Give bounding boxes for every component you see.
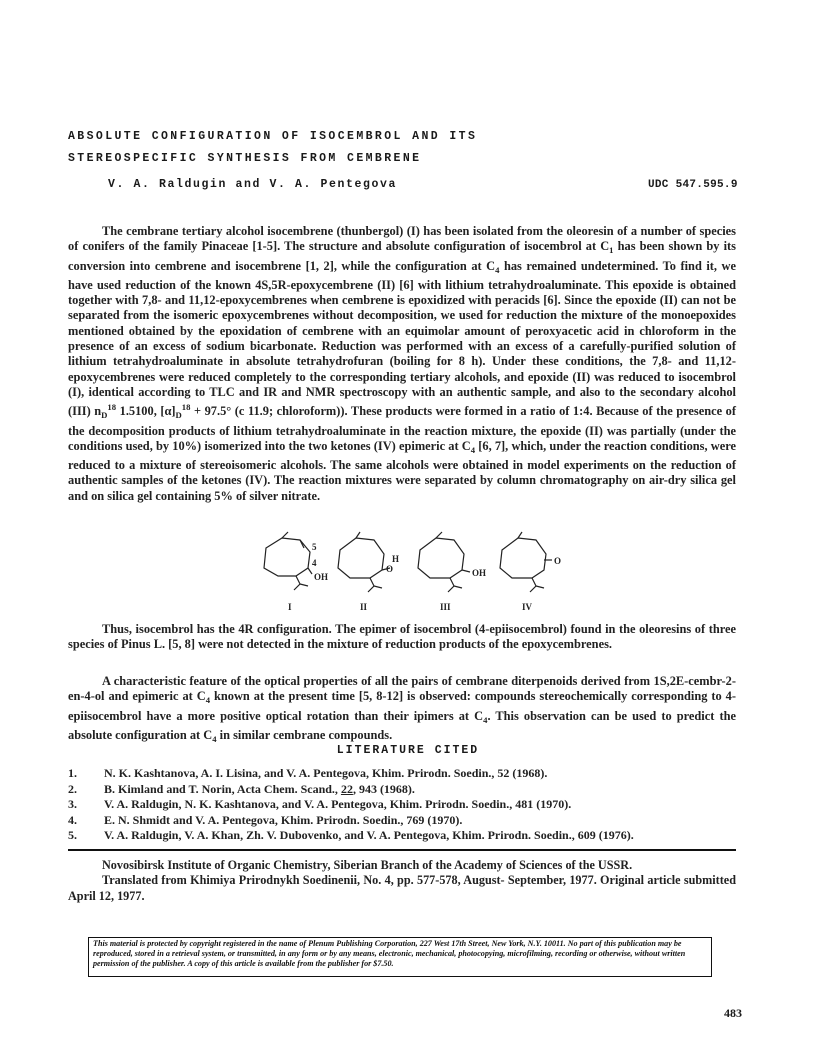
copyright-notice: This material is protected by copyright registered in the name of Plenum Publishing Corporation, 227 West 17th Street, New York, N.Y. 10011. No part of this publication may be reproduced, stored in a retrieval system, or transmitted, in any form or by any means, electronic, mechanical, photocopying, microfilming, recording or otherwise, without written permission of the publisher. A copy of this article is available from the publisher for $7.50. bbox=[88, 937, 712, 977]
structure-II bbox=[338, 532, 390, 592]
hydrogen-label-II: H bbox=[392, 554, 400, 564]
article-title bbox=[68, 126, 628, 170]
body-paragraph-2: Thus, isocembrol has the 4R configuration. The epimer of isocembrol (4-epiisocembrol) found in the oleoresins of three species of Pinus L. [5, 8] were not detected in the mixture of reduction products of the epoxycembrenes. bbox=[68, 622, 736, 652]
reference-list bbox=[68, 766, 736, 844]
authors: V. A. Raldugin and V. A. Pentegova bbox=[108, 178, 398, 191]
footer-divider bbox=[68, 849, 736, 851]
oxygen-label-IV: O bbox=[554, 556, 562, 566]
atom-label-5: 5 bbox=[312, 542, 317, 552]
structure-label-I: I bbox=[288, 602, 292, 612]
atom-label-4: 4 bbox=[312, 558, 317, 568]
reference-item: 2. B. Kimland and T. Norin, Acta Chem. Scand., 22, 943 (1968). bbox=[68, 781, 415, 796]
page-number: 483 bbox=[724, 1006, 742, 1020]
affiliation-line: Novosibirsk Institute of Organic Chemistry, Siberian Branch of the Academy of Sciences of the USSR. bbox=[102, 858, 633, 872]
structure-label-III: III bbox=[440, 602, 451, 612]
reference-item: 3. V. A. Raldugin, N. K. Kashtanova, and V. A. Pentegova, Khim. Prirodn. Soedin., 481 (1970). bbox=[68, 797, 572, 812]
structure-label-II: II bbox=[360, 602, 368, 612]
hydroxyl-label-I: OH bbox=[314, 572, 329, 582]
structure-label-IV: IV bbox=[522, 602, 533, 612]
structure-III bbox=[418, 532, 470, 592]
reference-item: 5. V. A. Raldugin, V. A. Khan, Zh. V. Dubovenko, and V. A. Pentegova, Khim. Prirodn. Soedin., 609 (1976). bbox=[68, 828, 634, 843]
body-paragraph-3: A characteristic feature of the optical properties of all the pairs of cembrane diterpenoids derived from 1S,2E-cembr-2-en-4-ol and epimeric at $C_4$ known at the present time [5, 8-12] is observed: compounds stereochemically corresponding to 4-epiisocembrol have a more positive optical rotation than their ipimers at $C_4$. This observation can be used to predict the absolute configuration at $C_4$ in similar cembrane compounds. bbox=[68, 674, 736, 744]
translation-note: Translated from Khimiya Prirodnykh Soedinenii, No. 4, pp. 577-578, August- September, 1977. Original article submitted April 12, 1977. bbox=[68, 873, 736, 903]
affiliation-note bbox=[68, 858, 736, 904]
structure-IV bbox=[500, 532, 552, 592]
body-paragraph-1: The cembrane tertiary alcohol isocembrene (thunbergol) (I) has been isolated from the oleoresin of a number of species of conifers of the family Pinaceae [1-5]. The structure and absolute configuration of isocembrol at $C_1$ has been shown by its conversion into cembrene and isocembrene [1, 2], while the configuration at $C_4$ has remained undetermined. To find it, we have used reduction of the known 4S,5R-epoxycembrene (II) [6] with lithium tetrahydroaluminate. This epoxide is obtained together with 7,8- and 11,12-epoxycembrenes when cembrene is epoxidized with peracids [6]. Since the epoxide (II) can not be separated from the isomeric epoxycembrenes without decomposition, we used for reduction the mixture of the monoepoxides mentioned obtained by the epoxidation of cembrene with an equimolar amount of peroxyacetic acid in chloroform in the presence of an excess of sodium bicarbonate. Reduction was performed with an excess of a carefully-purified solution of lithium tetrahydroaluminate in absolute tetrahydrofuran (boiling for 8 h). Under these conditions, the 7,8- and 11,12-epoxycembrenes were reduced completely to the corresponding tertiary alcohols, and epoxide (II) was reduced to isocembrol (I), identical according to TLC and IR and NMR spectroscopy with an authentic sample, and also to the secondary alcohol (III) $n_D^{18}$ 1.5100, $[\alpha]_D^{18} + 97.5^\circ$ (c 11.9; chloroform)). These products were formed in a ratio of 1:4. Because of the presence of the decomposition products of lithium tetrahydroaluminate in the reaction mixture, the epoxide (II) was partially (under the conditions used, by 10%) isomerized into the two ketones (IV) epimeric at $C_4$ [6, 7], which, under the reaction conditions, were reduced to a mixture of stereoisomeric alcohols. The same alcohols were obtained in model experiments on the reduction of authentic samples of the ketones (IV). The reaction mixtures were separated by column chromatography on air-dry silica gel and on silica gel containing 5% of silver nitrate. bbox=[68, 224, 736, 503]
chemical-structures-figure bbox=[252, 528, 572, 614]
udc-code: UDC 547.595.9 bbox=[648, 179, 738, 191]
hydroxyl-label-III: OH bbox=[472, 568, 487, 578]
reference-item: 1. N. K. Kashtanova, A. I. Lisina, and V. A. Pentegova, Khim. Prirodn. Soedin., 52 (1968). bbox=[68, 766, 548, 780]
reference-item: 4. E. N. Shmidt and V. A. Pentegova, Khim. Prirodn. Soedin., 769 (1970). bbox=[68, 812, 463, 827]
volume-number: 22 bbox=[340, 781, 353, 796]
title-line-1: ABSOLUTE CONFIGURATION OF ISOCEMBROL AND ITS bbox=[68, 130, 478, 143]
literature-heading: LITERATURE CITED bbox=[336, 744, 480, 757]
title-line-2: STEREOSPECIFIC SYNTHESIS FROM CEMBRENE bbox=[68, 152, 422, 165]
oxygen-label-II: O bbox=[386, 564, 394, 574]
structure-I bbox=[264, 532, 312, 590]
